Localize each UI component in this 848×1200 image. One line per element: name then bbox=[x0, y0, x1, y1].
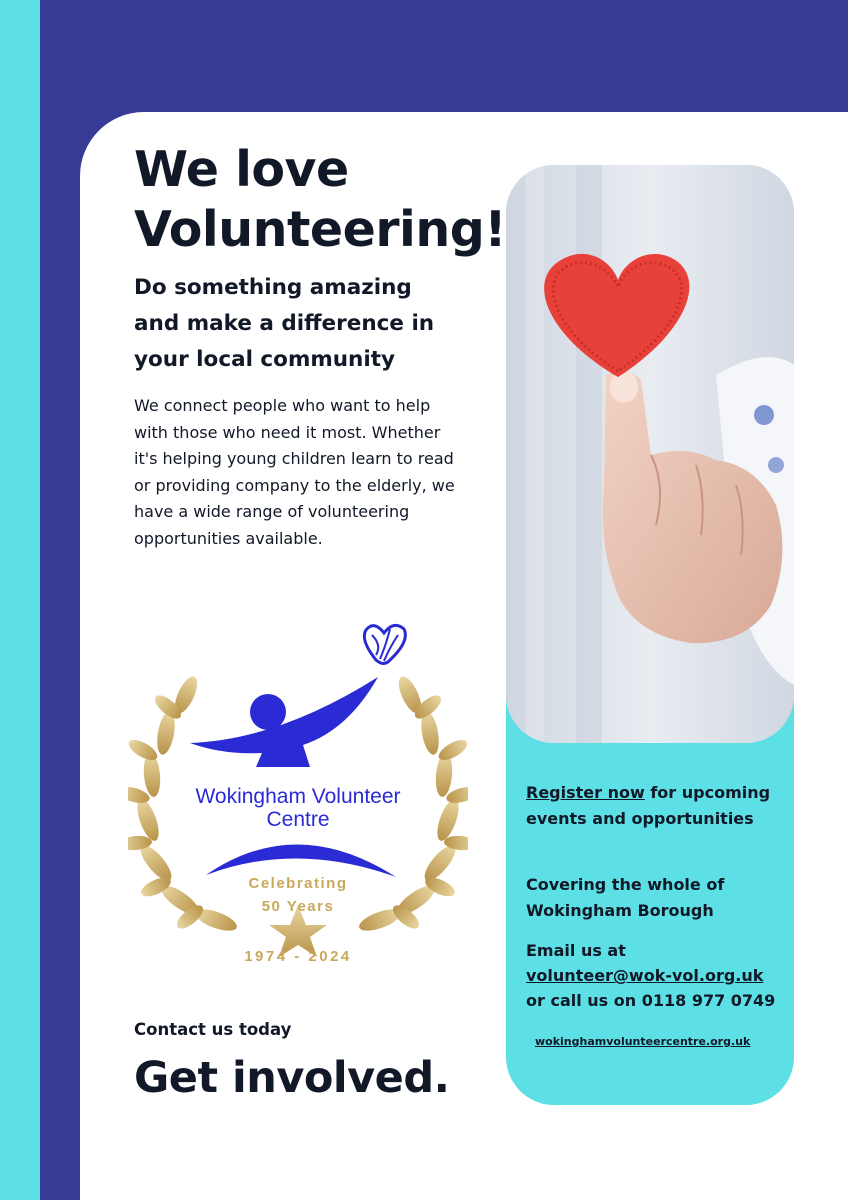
logo-years: 50 Years bbox=[261, 898, 335, 915]
cta-heading: Get involved. bbox=[134, 1053, 450, 1103]
logo-name-line2: Centre bbox=[266, 808, 330, 831]
website-link[interactable]: wokinghamvolunteercentre.org.uk bbox=[535, 1035, 751, 1048]
logo-name-line1: Wokingham Volunteer bbox=[195, 785, 401, 808]
logo-dates: 1974 - 2024 bbox=[244, 948, 352, 965]
subheadline: Do something amazing and make a difference in your local community bbox=[134, 275, 435, 372]
intro-paragraph: We connect people who want to help with those who need it most. Whether it's helping young children learn to read or providing company to the elderly, we have a wide range of volunteering opportunities available. bbox=[134, 396, 455, 548]
email-link[interactable]: volunteer@wok-vol.org.uk bbox=[526, 966, 764, 985]
headline: We love Volunteering! bbox=[134, 141, 507, 258]
info-panel bbox=[506, 165, 794, 1105]
register-text bbox=[526, 780, 776, 831]
logo-celebrating: Celebrating bbox=[248, 875, 348, 892]
contact-label: Contact us today bbox=[134, 1020, 292, 1039]
coverage-text: Covering the whole of Wokingham Borough bbox=[526, 875, 725, 920]
email-prefix: Email us at bbox=[526, 941, 626, 960]
heart-icon bbox=[506, 165, 794, 743]
left-accent-stripe bbox=[0, 0, 40, 1200]
register-now-link[interactable]: Register now bbox=[526, 783, 645, 802]
register-rest: for upcoming events and opportunities bbox=[526, 783, 771, 828]
heart-hand-photo bbox=[506, 165, 794, 743]
phone-text: or call us on 0118 977 0749 bbox=[526, 991, 776, 1010]
wokingham-volunteer-centre-logo bbox=[128, 615, 468, 975]
